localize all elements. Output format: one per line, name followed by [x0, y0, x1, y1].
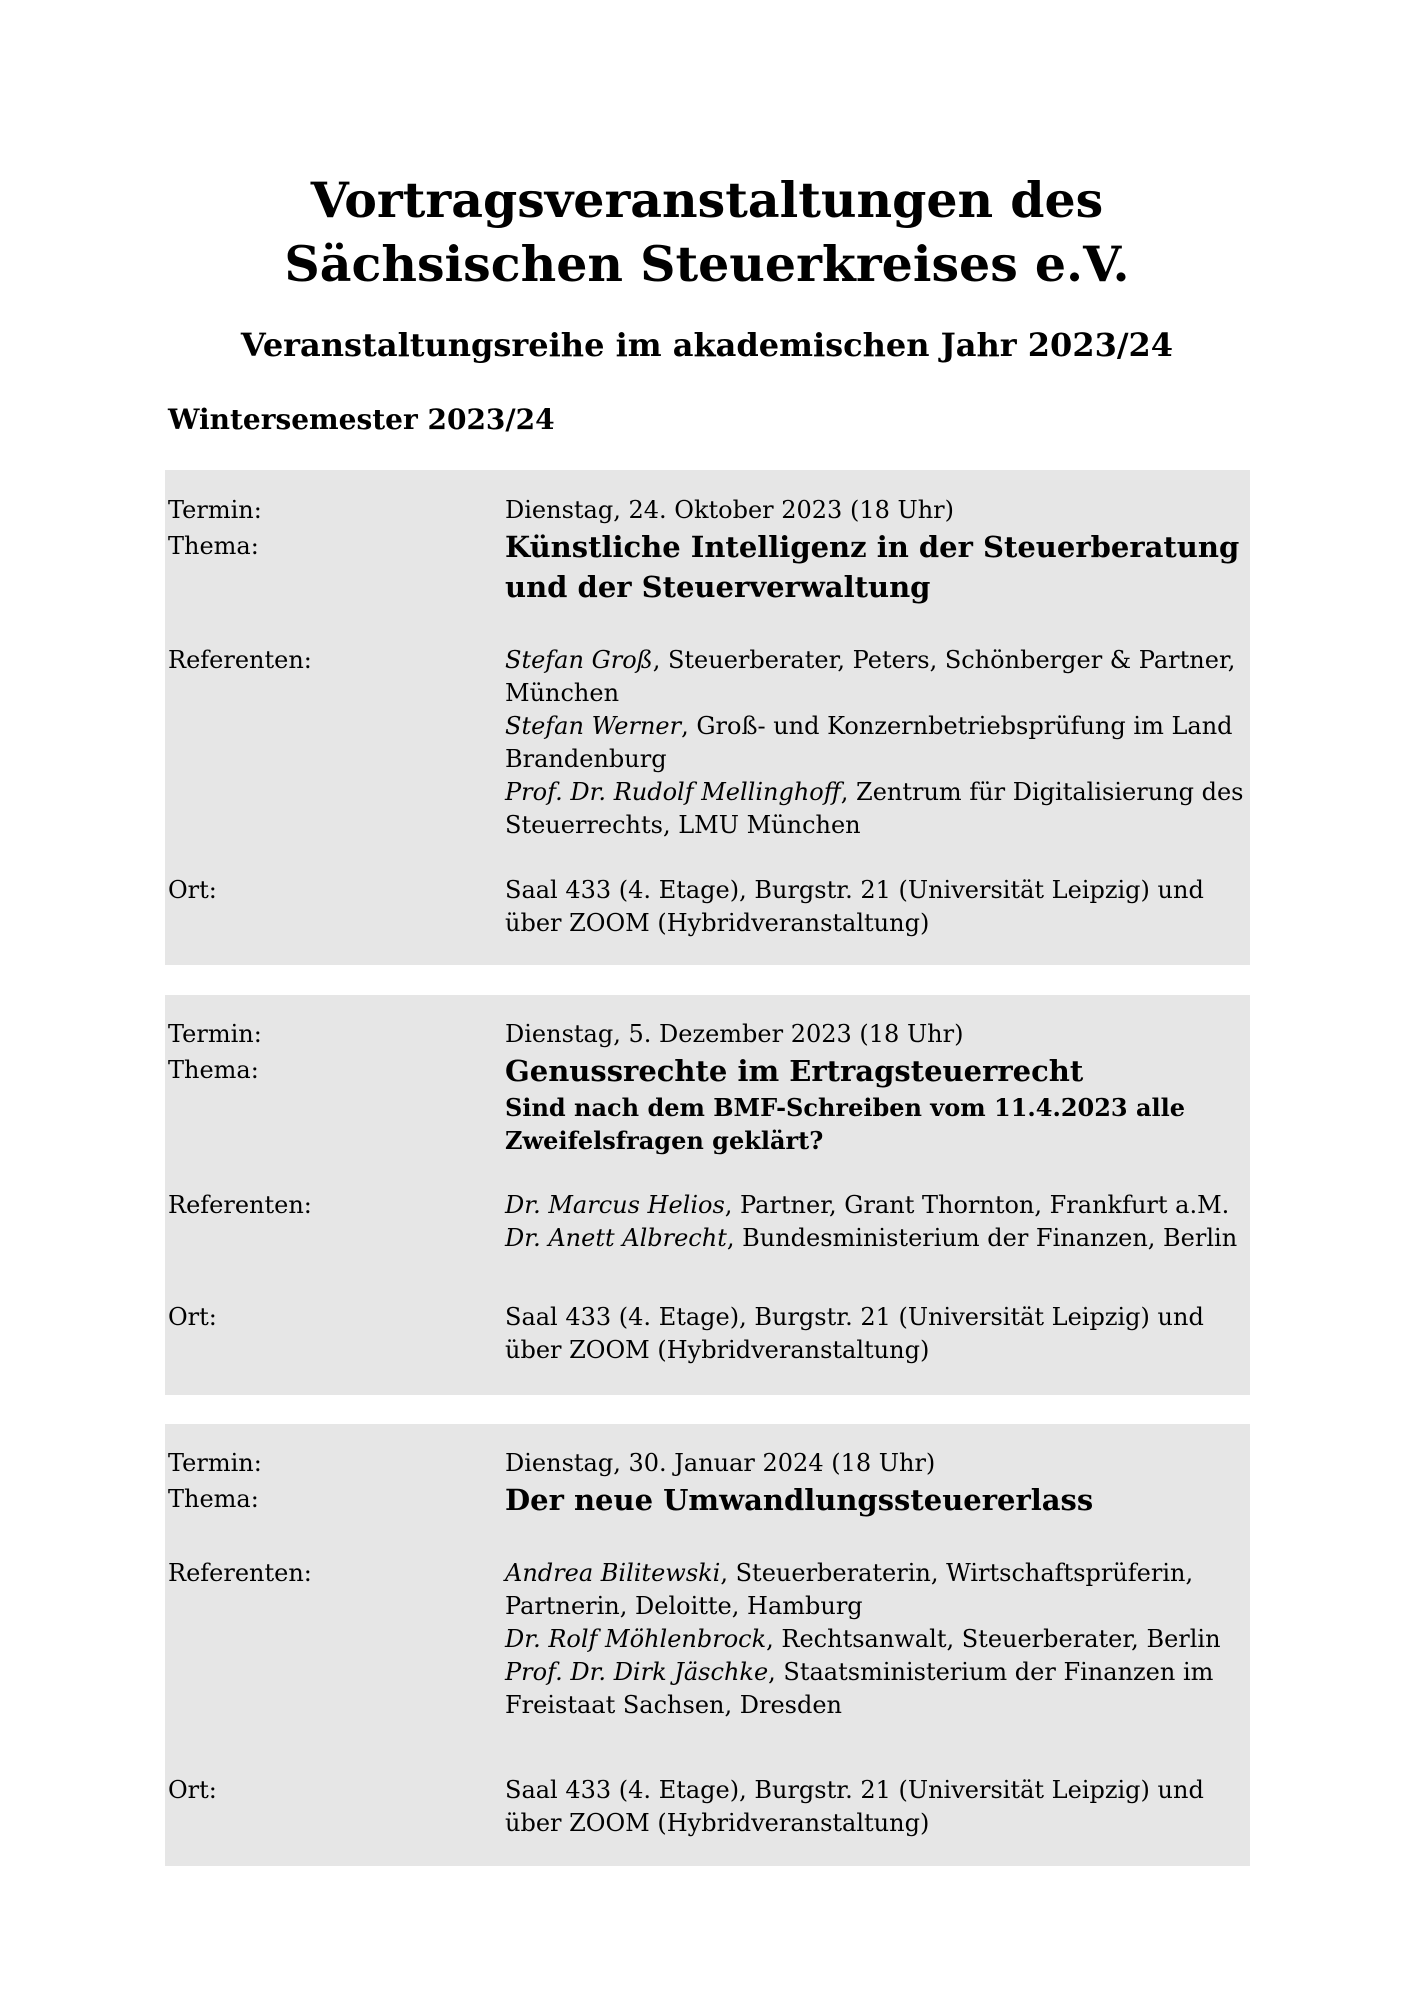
ort-label: Ort: — [168, 1303, 217, 1331]
speaker-affiliation-cont: München — [505, 679, 620, 707]
thema-value — [505, 527, 1245, 607]
speaker-name: Stefan Werner — [505, 712, 682, 740]
ort-line-1: Saal 433 (4. Etage), Burgstr. 21 (Universität Leipzig) und — [505, 1303, 1204, 1331]
speaker-entry — [505, 1623, 1245, 1656]
thema-subtitle-line-2: Zweifelsfragen geklärt? — [505, 1126, 824, 1155]
speaker-entry — [505, 1557, 1245, 1623]
speaker-affiliation-cont: Freistaat Sachsen, Dresden — [505, 1691, 842, 1719]
speaker-name: Prof. Dr. Dirk Jäschke — [505, 1658, 769, 1686]
referenten-label: Referenten: — [168, 646, 312, 674]
event-card-2 — [165, 995, 1250, 1395]
speaker-affiliation-cont: Brandenburg — [505, 745, 667, 773]
thema-line-2: und der Steuerverwaltung — [505, 570, 931, 604]
semester-heading: Wintersemester 2023/24 — [168, 403, 555, 436]
page-subtitle: Veranstaltungsreihe im akademischen Jahr 2023/24 — [240, 326, 1174, 364]
speaker-name: Dr. Marcus Helios — [505, 1191, 725, 1219]
referenten-list — [505, 1189, 1245, 1255]
event-card-1 — [165, 470, 1250, 965]
thema-value: Der neue Umwandlungssteuererlass — [505, 1483, 1094, 1517]
speaker-entry — [505, 710, 1245, 776]
termin-value: Dienstag, 5. Dezember 2023 (18 Uhr) — [505, 1020, 964, 1048]
ort-label: Ort: — [168, 1776, 217, 1804]
thema-value — [505, 1051, 1245, 1157]
ort-value — [505, 1301, 1245, 1367]
speaker-name: Dr. Rolf Möhlenbrock — [505, 1625, 767, 1653]
speaker-affiliation: , Partner, Grant Thornton, Frankfurt a.M. — [724, 1191, 1230, 1219]
speaker-affiliation: , Groß- und Konzernbetriebsprüfung im Land — [681, 712, 1233, 740]
speaker-affiliation: , Steuerberaterin, Wirtschaftsprüferin, — [720, 1559, 1194, 1587]
ort-label: Ort: — [168, 876, 217, 904]
referenten-label: Referenten: — [168, 1559, 312, 1587]
ort-value — [505, 1774, 1245, 1840]
speaker-affiliation-cont: Steuerrechts, LMU München — [505, 811, 861, 839]
ort-line-2: über ZOOM (Hybridveranstaltung) — [505, 1809, 930, 1837]
speaker-entry — [505, 1222, 1245, 1255]
title-line-1: Vortragsveranstaltungen des — [310, 171, 1104, 229]
thema-label: Thema: — [168, 1056, 259, 1084]
termin-value: Dienstag, 30. Januar 2024 (18 Uhr) — [505, 1449, 936, 1477]
speaker-affiliation: , Steuerberater, Peters, Schönberger & Partner, — [652, 646, 1236, 674]
thema-title: Genussrechte im Ertragsteuerrecht — [505, 1054, 1084, 1088]
referenten-list — [505, 644, 1245, 842]
page-title — [0, 168, 1414, 296]
thema-label: Thema: — [168, 1485, 259, 1513]
thema-line-1: Künstliche Intelligenz in der Steuerberatung — [505, 530, 1240, 564]
speaker-name: Andrea Bilitewski — [505, 1559, 721, 1587]
event-card-3 — [165, 1424, 1250, 1866]
speaker-affiliation: , Staatsministerium der Finanzen im — [768, 1658, 1214, 1686]
ort-line-1: Saal 433 (4. Etage), Burgstr. 21 (Universität Leipzig) und — [505, 1776, 1204, 1804]
ort-line-2: über ZOOM (Hybridveranstaltung) — [505, 1336, 930, 1364]
title-line-2: Sächsischen Steuerkreises e.V. — [284, 235, 1130, 293]
termin-label: Termin: — [168, 1449, 262, 1477]
speaker-entry — [505, 1656, 1245, 1722]
speaker-affiliation: , Rechtsanwalt, Steuerberater, Berlin — [766, 1625, 1221, 1653]
referenten-list — [505, 1557, 1245, 1722]
termin-label: Termin: — [168, 1020, 262, 1048]
speaker-name: Dr. Anett Albrecht — [505, 1224, 727, 1252]
speaker-affiliation-cont: Partnerin, Deloitte, Hamburg — [505, 1592, 863, 1620]
referenten-label: Referenten: — [168, 1191, 312, 1219]
thema-label: Thema: — [168, 532, 259, 560]
speaker-affiliation: , Bundesministerium der Finanzen, Berlin — [726, 1224, 1238, 1252]
speaker-entry — [505, 644, 1245, 710]
termin-label: Termin: — [168, 496, 262, 524]
speaker-entry — [505, 1189, 1245, 1222]
speaker-affiliation: , Zentrum für Digitalisierung des — [840, 778, 1244, 806]
ort-line-1: Saal 433 (4. Etage), Burgstr. 21 (Universität Leipzig) und — [505, 876, 1204, 904]
termin-value: Dienstag, 24. Oktober 2023 (18 Uhr) — [505, 496, 955, 524]
ort-line-2: über ZOOM (Hybridveranstaltung) — [505, 909, 930, 937]
ort-value — [505, 874, 1245, 940]
speaker-name: Stefan Groß — [505, 646, 653, 674]
speaker-entry — [505, 776, 1245, 842]
speaker-name: Prof. Dr. Rudolf Mellinghoff — [505, 778, 841, 806]
thema-subtitle-line-1: Sind nach dem BMF-Schreiben vom 11.4.2023 alle — [505, 1093, 1186, 1122]
